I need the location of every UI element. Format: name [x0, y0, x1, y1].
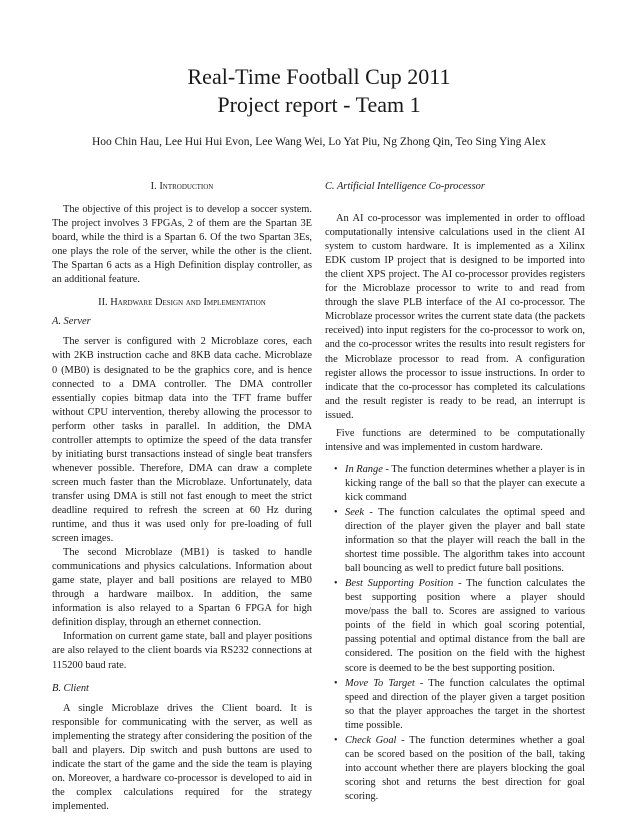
subsection-heading-ai: C. Artificial Intelligence Co-processor [325, 181, 485, 192]
subsection-heading-client: B. Client [52, 682, 89, 694]
client-paragraph: A single Microblaze drives the Client board. It is responsible for communicating with the server, as well as implementing the strategy after considering the position of the ball and players. Dip switch and push buttons are used to indicate the start of the game and the side the team is playing on. Moreover, a hardware co-processor is developed to aid in the complex calculations required for the strategy implemented. [52, 702, 312, 812]
section-title: Introduction [159, 181, 214, 192]
function-description: - The function calculates the optimal speed and direction of the player given the player and ball state information so that the player will reach the ball in the shortest time possible. The algorithm takes into account ball bouncing as well to predict future ball positions. [345, 506, 585, 575]
subsection-heading-server: A. Server [52, 316, 91, 328]
list-item [345, 463, 585, 505]
server-paragraph-2: The second Microblaze (MB1) is tasked to handle communications and physics calculations. Information about game state, player and ball positions are relayed to MB0 through a hardware mailbox. In addition, the same information is also relayed to a Spartan 6 FPGA for high definition display, through an ethernet connection. [52, 547, 312, 629]
paper-title [0, 63, 638, 119]
function-name: Check Goal [345, 734, 397, 746]
ai-paragraph-2: Five functions are determined to be computationally intensive and was implemented in custom hardware. [325, 427, 585, 453]
function-description: - The function calculates the optimal speed and direction of the player given a target position so that the player approaches the target in the shortest time possible. [345, 677, 585, 731]
server-paragraph-1: The server is configured with 2 Microblaze cores, each with 2KB instruction cache and 8KB data cache. Microblaze 0 (MB0) is designated to be the graphics core, and is hence connected to a DMA controller. The DMA controller essentially copies bitmap data into the TFT frame buffer without CPU intervention, thereby allowing the processor to perform other tasks in parallel. In addition, the DMA controller attempts to optimize the speed of the data transfer by initiating burst transactions instead of single beat transfers whenever possible. Therefore, DMA can draw a complete screen much faster than the Microblaze. Unfortunately, data transfer using DMA is still not fast enough to meet the strict deadline required to refresh the screen at 60 Hz during runtime, and thus it was used only for pre-loading of full screen images. [52, 336, 312, 545]
list-item [345, 506, 585, 576]
function-list [325, 463, 585, 804]
section-heading-introduction [52, 180, 312, 194]
left-column [52, 180, 312, 814]
function-name: In Range [345, 463, 383, 475]
section-numeral: I. [150, 181, 157, 192]
intro-paragraph: The objective of this project is to develop a soccer system. The project involves 3 FPGAs, 2 of them are the Spartan 3E board, while the third is a Spartan 6. Of the two Spartan 3Es, one plays the role of the server, while the other is the client. The Spartan 6 acts as a High Definition display controller, as an additional feature. [52, 204, 312, 286]
right-column [325, 180, 585, 805]
function-description: - The function calculates the best supporting position where a player should move/pass the ball to. Scores are assigned to various points of the field in which goal scoring potential, passing potential and optimal distance from the ball are considered. The position on the field with the highest score is deemed to be the best supporting position. [345, 578, 585, 674]
server-paragraph-3: Information on current game state, ball and player positions are also relayed to the client boards via RS232 connections at 115200 baud rate. [52, 631, 312, 671]
function-description: - The function determines whether a player is in kicking range of the ball so that the player can execute a kick command [345, 463, 585, 503]
function-description: - The function determines whether a goal can be scored based on the position of the ball, taking into account whether there are players blocking the goal scoring shot and returns the best direction for goal scoring. [345, 734, 585, 802]
function-name: Best Supporting Position [345, 578, 454, 590]
list-item [345, 677, 585, 733]
ai-paragraph-1: An AI co-processor was implemented in order to offload computationally intensive calculations used in the client AI system to custom hardware. It is implemented as a Xilinx EDK custom IP project that is designed to be imported into the client XPS project. The AI co-processor provides registers for the Microblaze processor to write to and read from through the slave PLB interface of the AI co-processor. The Microblaze processor writes the current state data (the packets received) into input registers for the co-processor to work on, and the co-processor writes the results into result registers for the Microblaze processor to read from. A configuration register allows the processor to issue instructions. In order to indicate that the co-processor has completed its calculations and the result register is ready to be read, an interrupt is issued. [325, 213, 585, 421]
list-item [345, 577, 585, 675]
author-list: Hoo Chin Hau, Lee Hui Hui Evon, Lee Wang Wei, Lo Yat Piu, Ng Zhong Qin, Teo Sing Ying Alex [91, 136, 546, 148]
section-numeral: II. [98, 297, 108, 309]
function-name: Move To Target [345, 677, 415, 689]
function-name: Seek [345, 506, 365, 518]
section-title: Hardware Design and Implementation [110, 297, 266, 309]
title-line-2: Project report - Team 1 [217, 92, 421, 117]
list-item [345, 734, 585, 804]
title-line-1: Real-Time Football Cup 2011 [187, 64, 451, 89]
section-heading-hardware [52, 296, 312, 310]
